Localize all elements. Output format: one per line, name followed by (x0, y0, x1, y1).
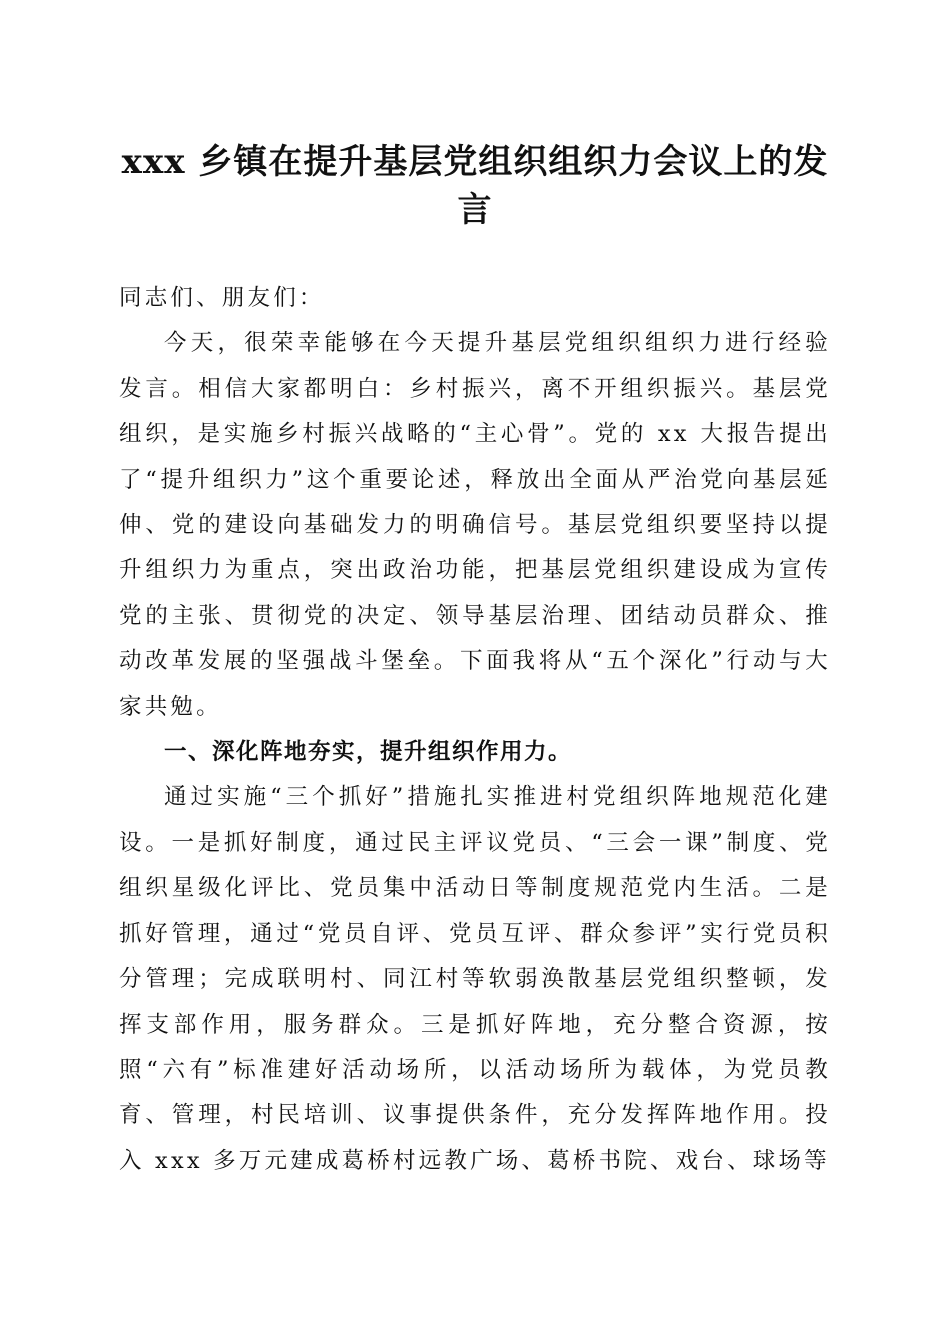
salutation: 同志们、朋友们： (119, 285, 325, 311)
section-heading-1: 一、深化阵地夯实，提升组织作用力。 (164, 739, 573, 766)
document-title: xxx 乡镇在提升基层党组织组织力会议上的发言 (121, 142, 829, 230)
intro-paragraph: 今天，很荣幸能够在今天提升基层党组织组织力进行经验发言。相信大家都明白：乡村振兴，离不开组织振兴。基层党组织，是实施乡村振兴战略的“主心骨”。党的 xx 大报告提出了“提升组织力”这个重要论述，释放出全面从严治党向基层延伸、党的建设向基础发力的明确信号。基层党组织要坚持以提升组织力为重点，突出政治功能，把基层党组织建设成为宣传党的主张、贯彻党的决定、领导基层治理、团结动员群众、推动改革发展的坚强战斗堡垒。下面我将从“五个深化”行动与大家共勉。 (119, 330, 831, 720)
section-1-paragraph: 通过实施“三个抓好”措施扎实推进村党组织阵地规范化建设。一是抓好制度，通过民主评议党员、“三会一课”制度、党组织星级化评比、党员集中活动日等制度规范党内生活。二是抓好管理，通过“党员自评、党员互评、群众参评”实行党员积分管理；完成联明村、同江村等软弱涣散基层党组织整顿，发挥支部作用，服务群众。三是抓好阵地，充分整合资源，按照“六有”标准建好活动场所，以活动场所为载体，为党员教育、管理，村民培训、议事提供条件，充分发挥阵地作用。投入 xxx 多万元建成葛桥村远教广场、葛桥书院、戏台、球场等 (119, 784, 831, 1174)
document-body (119, 276, 831, 1184)
